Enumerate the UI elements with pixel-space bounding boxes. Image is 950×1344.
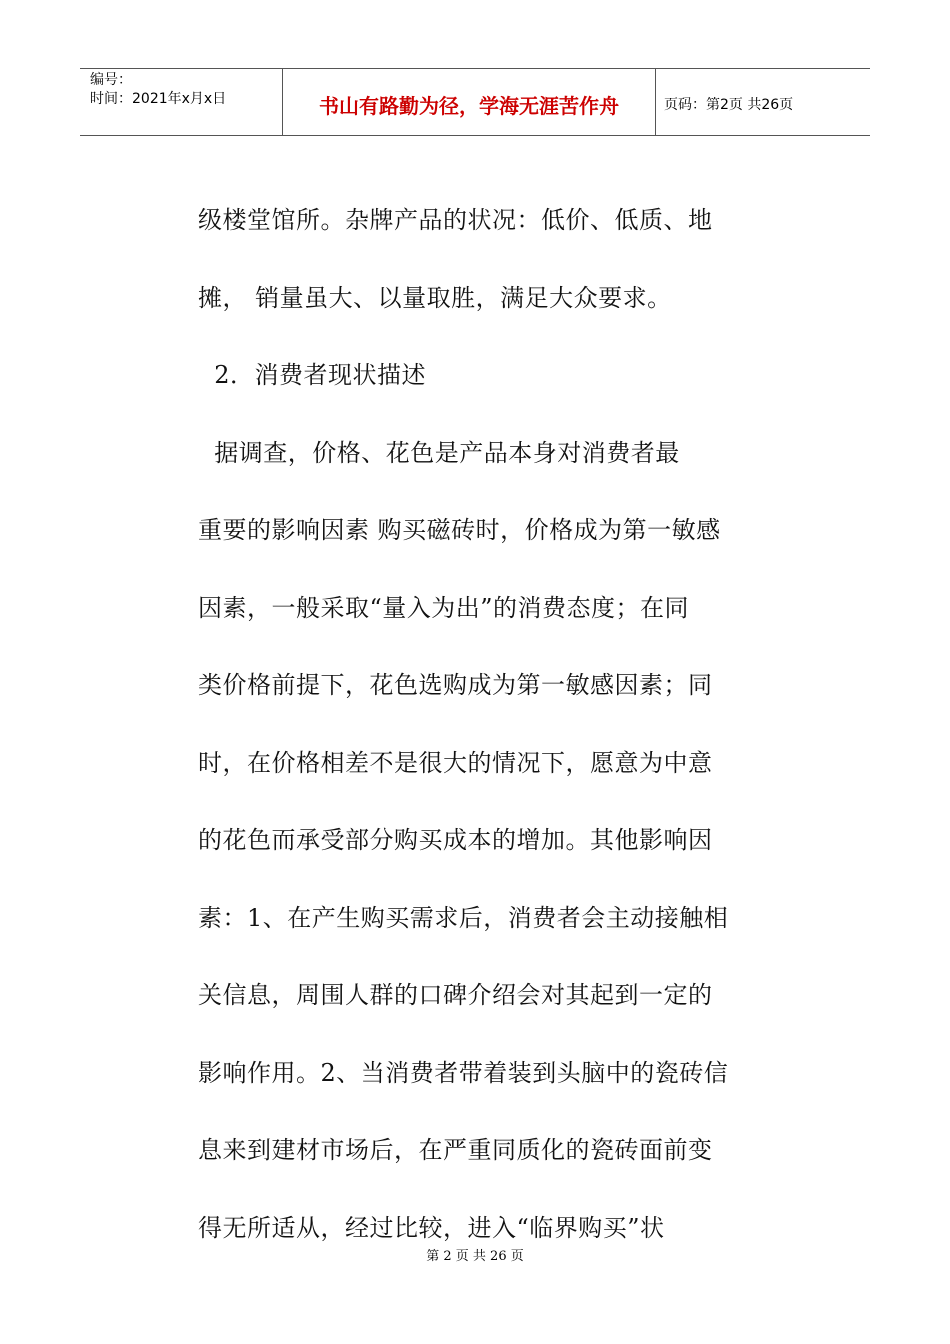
header-number-label: 编号： <box>90 72 132 88</box>
body-line: 息来到建材市场后，在严重同质化的瓷砖面前变 <box>198 1136 713 1164</box>
header-meta <box>80 69 282 135</box>
header-page-code: 页码：第2页 共26页 <box>664 97 794 113</box>
body-line: 重要的影响因素 购买磁砖时，价格成为第一敏感 <box>198 516 721 544</box>
body-line: 关信息，周围人群的口碑介绍会对其起到一定的 <box>198 981 713 1009</box>
body-line: 影响作用。2、当消费者带着装到头脑中的瓷砖信 <box>198 1058 729 1087</box>
body-line: 得无所适从，经过比较，进入“临界购买”状 <box>198 1213 665 1242</box>
header-time-label: 时间：2021年x月x日 <box>90 91 227 107</box>
body-line: 的花色而承受部分购买成本的增加。其他影响因 <box>198 826 713 854</box>
body-line: 时，在价格相差不是很大的情况下，愿意为中意 <box>198 748 713 777</box>
body-line: 素：1、在产生购买需求后，消费者会主动接触相 <box>198 903 729 932</box>
header-motto: 书山有路勤为径，学海无涯苦作舟 <box>282 69 656 135</box>
body-line: 摊， 销量虽大、以量取胜，满足大众要求。 <box>198 283 672 312</box>
body-line: 因素，一般采取“量入为出”的消费态度；在同 <box>198 593 690 622</box>
section-heading: 2．消费者现状描述 <box>198 361 427 389</box>
page-header <box>80 68 870 136</box>
document-body <box>198 182 758 1267</box>
page-footer: 第 2 页 共 26 页 <box>426 1249 524 1264</box>
body-line: 级楼堂馆所。杂牌产品的状况：低价、低质、地 <box>198 206 713 234</box>
body-line: 类价格前提下，花色选购成为第一敏感因素；同 <box>198 671 713 699</box>
body-line: 据调查，价格、花色是产品本身对消费者最 <box>198 438 680 467</box>
